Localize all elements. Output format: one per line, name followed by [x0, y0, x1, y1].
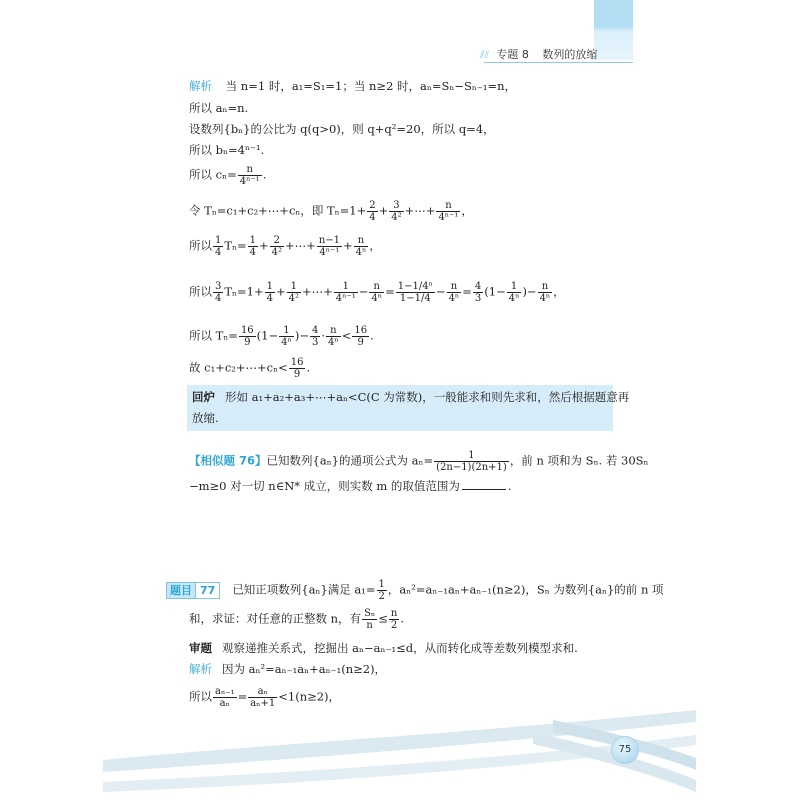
- review-label: 审题: [189, 641, 212, 655]
- chapter-title: 数列的放缩: [542, 48, 598, 61]
- problem-tag: 题目 77: [166, 582, 220, 599]
- solution-line-8: 所以 $\frac{3}{4}$ Tₙ=1+ $\frac{1}{4}$ + $\frac{1}{\text{4²}}$ +⋯+ $\frac{1}{\text{4ⁿ⁻¹}}$ − $\frac{n}{\text{4ⁿ}}$ = $\frac{\text{1−1/4ⁿ}}{1-1/4}$ − $\frac{n}{\text{4ⁿ}}$ = $\frac{4}{3}$ (1− $\frac{1}{\text{4ⁿ}}$ )− $\frac{n}{\text{4ⁿ}}$ ，: [189, 281, 565, 304]
- solution-line-3: 设数列{bₙ}的公比为 q(q>0)，则 q+q²=20，所以 q=4，: [189, 122, 495, 136]
- answer-blank: [462, 479, 506, 490]
- tip-label: 回炉: [192, 390, 215, 404]
- diagonal-stripes-icon: ⫽⫽: [480, 50, 489, 61]
- problem-77-solution-line-2: 所以 $\frac{\text{aₙ₋₁}}{\text{aₙ}}$ = $\frac{\text{aₙ}}{\text{aₙ+1}}$ <1(n≥2)，: [189, 686, 341, 709]
- fraction: $\frac{n}{\text{4ⁿ⁻¹}}$: [239, 164, 260, 187]
- problem-77-solution-line-1: 解析 因为 aₙ²=aₙ₋₁aₙ+aₙ₋₁(n≥2)，: [189, 662, 387, 676]
- similar-problem-line-1: 【相似题 76】已知数列{aₙ}的通项公式为 aₙ= $\frac{1}{(2n-1)(2n+1)}$ ，前 n 项和为 Sₙ. 若 30Sₙ: [189, 450, 649, 473]
- solution-line-10: 故 c₁+c₂+⋯+cₙ< $\frac{16}{9}$ .: [189, 357, 311, 380]
- tip-line-1: 回炉 形如 a₁+a₂+a₃+⋯+aₙ<C(C 为常数)，一般能求和则先求和，然后根据题意再: [192, 390, 630, 404]
- solution-line-2: 所以 aₙ=n.: [189, 101, 249, 115]
- similar-problem-line-2: −m≥0 对一切 n∈N* 成立，则实数 m 的取值范围为 .: [189, 479, 512, 493]
- similar-problem-tag: 【相似题 76】: [189, 453, 267, 468]
- chapter-number: 专题 8: [496, 48, 529, 61]
- solution-line-6: 令 Tₙ=c₁+c₂+⋯+cₙ，即 Tₙ=1+ $\frac{2}{4}$ + $\frac{3}{\text{4²}}$ +⋯+ $\frac{n}{\text{4ⁿ⁻¹}}$ ，: [189, 200, 473, 223]
- chapter-tab-decoration: [594, 0, 633, 60]
- problem-77-line-2: 和，求证：对任意的正整数 n，有 $\frac{\text{Sₙ}}{n}$ ≤ $\frac{n}{2}$ .: [189, 608, 404, 631]
- page-number: 75: [611, 736, 639, 764]
- solution-line-9: 所以 Tₙ= $\frac{16}{9}$ (1− $\frac{1}{\text{4ⁿ}}$ )− $\frac{4}{3}$ · $\frac{n}{\text{4ⁿ}}$ < $\frac{16}{9}$ .: [189, 325, 374, 348]
- tip-line-2: 放缩.: [192, 411, 219, 425]
- solution-label: 解析: [189, 662, 212, 676]
- solution-label: 解析: [189, 79, 212, 93]
- header-rule: [484, 62, 633, 63]
- solution-line-5: 所以 cₙ= $\frac{n}{\text{4ⁿ⁻¹}}$ .: [189, 164, 267, 187]
- footer-swoosh-decoration: [103, 700, 696, 800]
- problem-77-review: 审题 观察递推关系式，挖掘出 aₙ−aₙ₋₁≤d，从而转化成等差数列模型求和.: [189, 641, 578, 655]
- solution-line-7: 所以 $\frac{1}{4}$ Tₙ= $\frac{1}{4}$ + $\frac{2}{\text{4²}}$ +⋯+ $\frac{n-1}{\text{4ⁿ⁻¹}}$ + $\frac{n}{\text{4ⁿ}}$ ，: [189, 235, 381, 258]
- problem-77-line-1: 题目 77 已知正项数列{aₙ}满足 a₁= $\frac{1}{2}$ ，aₙ²=aₙ₋₁aₙ+aₙ₋₁(n≥2)，Sₙ 为数列{aₙ}的前 n 项: [166, 579, 664, 602]
- solution-line-1: 解析 当 n=1 时，a₁=S₁=1；当 n≥2 时，aₙ=Sₙ−Sₙ₋₁=n，: [189, 79, 517, 93]
- solution-line-4: 所以 bₙ=4ⁿ⁻¹.: [189, 143, 265, 157]
